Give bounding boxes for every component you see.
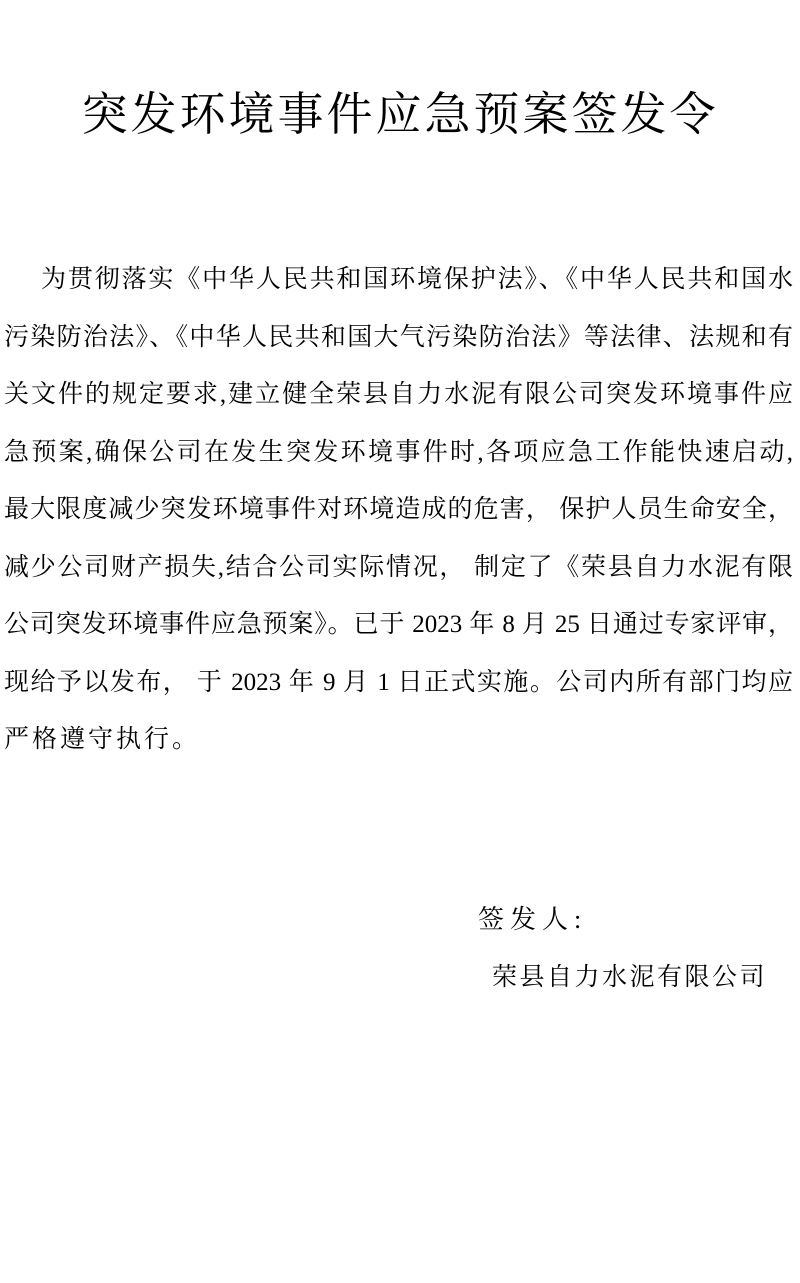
document-title: 突发环境事件应急预案签发令 bbox=[81, 89, 719, 140]
signature-company: 荣县自力水泥有限公司 bbox=[492, 963, 768, 991]
paragraph-line: 关文件的规定要求,建立健全荣县自力水泥有限公司突发环境事件应 bbox=[4, 381, 793, 408]
paragraph-line: 公司突发环境事件应急预案》。已于 2023 年 8 月 25 日通过专家评审， bbox=[4, 611, 793, 638]
paragraph-line: 急预案,确保公司在发生突发环境事件时,各项应急工作能快速启动, bbox=[4, 438, 793, 466]
paragraph-line: 减少公司财产损失,结合公司实际情况， 制定了《荣县自力水泥有限 bbox=[4, 553, 793, 581]
paragraph-line: 为贯彻落实《中华人民共和国环境保护法》、《中华人民共和国水 bbox=[41, 266, 793, 293]
signature-block bbox=[478, 891, 767, 1006]
signature-label: 签发人: bbox=[478, 905, 588, 934]
paragraph-line: 污染防治法》、《中华人民共和国大气污染防治法》等法律、法规和有 bbox=[4, 323, 793, 351]
paragraph-line: 最大限度减少突发环境事件对环境造成的危害， 保护人员生命安全， bbox=[4, 496, 793, 523]
paragraph-line: 严格遵守执行。 bbox=[4, 726, 201, 753]
paragraph-line: 现给予以发布， 于 2023 年 9 月 1 日正式实施。公司内所有部门均应 bbox=[4, 668, 793, 696]
document-paragraph bbox=[4, 251, 793, 769]
